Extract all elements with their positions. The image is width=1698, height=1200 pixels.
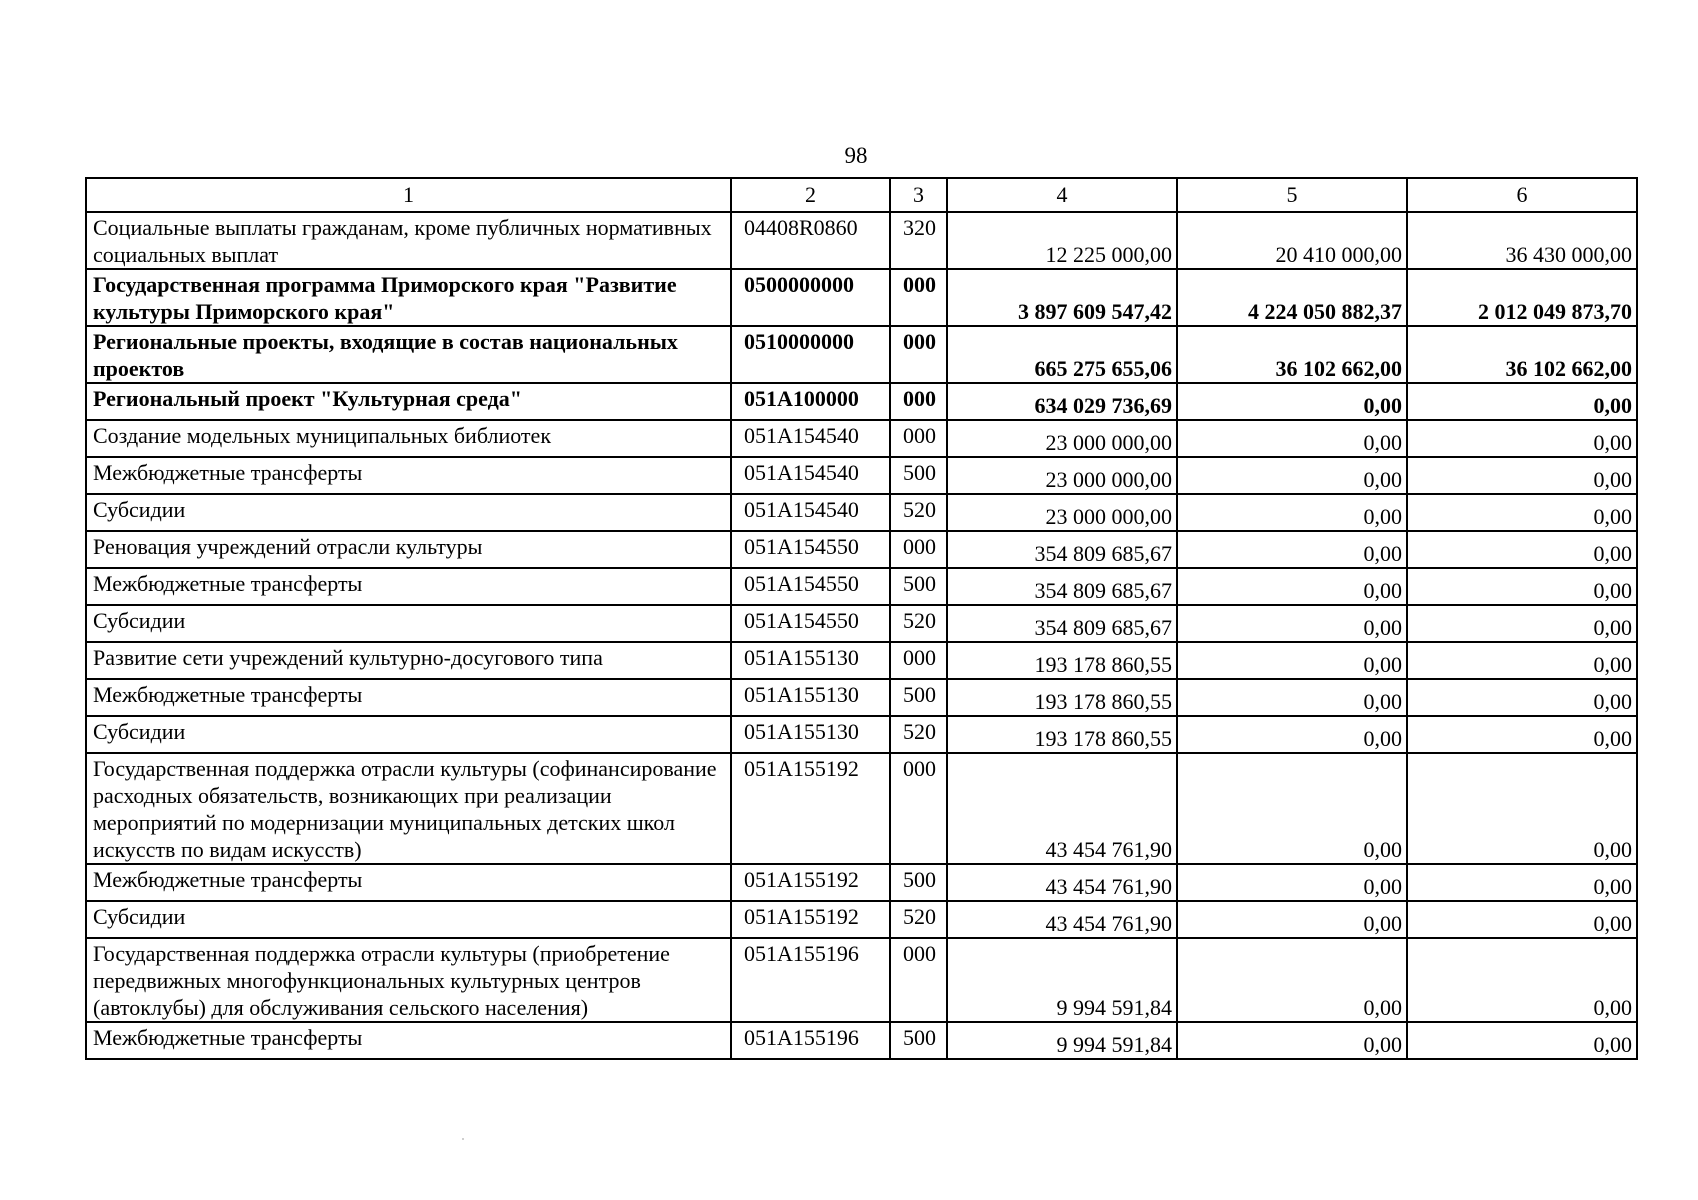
row-code-cell: 051A154550 [731, 531, 890, 568]
row-name-cell: Субсидии [86, 901, 731, 938]
row-type-cell: 500 [890, 568, 947, 605]
row-code-cell: 0500000000 [731, 269, 890, 326]
row-code-cell: 051A154540 [731, 420, 890, 457]
table-row [86, 1022, 1637, 1059]
row-name-cell: Создание модельных муниципальных библиотек [86, 420, 731, 457]
row-type-cell: 000 [890, 326, 947, 383]
row-value-col4: 23 000 000,00 [947, 420, 1177, 457]
row-value-col6: 0,00 [1407, 383, 1637, 420]
row-code-cell: 051A154550 [731, 605, 890, 642]
row-name-cell: Межбюджетные трансферты [86, 568, 731, 605]
row-value-col6: 2 012 049 873,70 [1407, 269, 1637, 326]
row-value-col5: 0,00 [1177, 568, 1407, 605]
row-type-cell: 500 [890, 864, 947, 901]
table-body [86, 178, 1637, 1059]
row-type-cell: 000 [890, 753, 947, 864]
row-code-cell: 051A155196 [731, 1022, 890, 1059]
table-row [86, 212, 1637, 269]
row-type-cell: 520 [890, 716, 947, 753]
row-value-col4: 23 000 000,00 [947, 494, 1177, 531]
row-value-col4: 354 809 685,67 [947, 605, 1177, 642]
table-row [86, 269, 1637, 326]
table-row [86, 864, 1637, 901]
row-value-col5: 0,00 [1177, 420, 1407, 457]
row-code-cell: 051A154550 [731, 568, 890, 605]
row-value-col4: 43 454 761,90 [947, 753, 1177, 864]
row-value-col6: 0,00 [1407, 568, 1637, 605]
row-code-cell: 051A155130 [731, 679, 890, 716]
row-code-cell: 051A155130 [731, 716, 890, 753]
row-type-cell: 000 [890, 383, 947, 420]
row-value-col4: 665 275 655,06 [947, 326, 1177, 383]
row-value-col6: 0,00 [1407, 753, 1637, 864]
row-type-cell: 000 [890, 642, 947, 679]
header-cell-6: 6 [1407, 178, 1637, 212]
row-name-cell: Субсидии [86, 494, 731, 531]
table-row [86, 383, 1637, 420]
row-type-cell: 500 [890, 1022, 947, 1059]
row-value-col5: 0,00 [1177, 938, 1407, 1022]
table-row [86, 531, 1637, 568]
table-row [86, 420, 1637, 457]
row-value-col5: 4 224 050 882,37 [1177, 269, 1407, 326]
header-cell-5: 5 [1177, 178, 1407, 212]
row-value-col5: 0,00 [1177, 642, 1407, 679]
row-value-col5: 0,00 [1177, 494, 1407, 531]
row-value-col5: 0,00 [1177, 679, 1407, 716]
row-type-cell: 500 [890, 679, 947, 716]
row-value-col5: 0,00 [1177, 605, 1407, 642]
row-value-col5: 0,00 [1177, 753, 1407, 864]
row-value-col6: 0,00 [1407, 605, 1637, 642]
row-type-cell: 320 [890, 212, 947, 269]
row-value-col4: 9 994 591,84 [947, 938, 1177, 1022]
row-value-col6: 0,00 [1407, 938, 1637, 1022]
row-code-cell: 051A155196 [731, 938, 890, 1022]
header-row [86, 178, 1637, 212]
table-row [86, 901, 1637, 938]
row-type-cell: 520 [890, 605, 947, 642]
row-value-col6: 0,00 [1407, 642, 1637, 679]
row-value-col5: 0,00 [1177, 901, 1407, 938]
row-value-col6: 36 102 662,00 [1407, 326, 1637, 383]
row-value-col5: 0,00 [1177, 864, 1407, 901]
row-name-cell: Межбюджетные трансферты [86, 679, 731, 716]
row-name-cell: Межбюджетные трансферты [86, 457, 731, 494]
row-code-cell: 051A100000 [731, 383, 890, 420]
row-name-cell: Региональный проект "Культурная среда" [86, 383, 731, 420]
row-value-col5: 0,00 [1177, 383, 1407, 420]
row-value-col6: 0,00 [1407, 716, 1637, 753]
row-name-cell: Государственная программа Приморского края "Развитие культуры Приморского края" [86, 269, 731, 326]
row-value-col6: 0,00 [1407, 531, 1637, 568]
row-value-col5: 0,00 [1177, 1022, 1407, 1059]
row-code-cell: 051A154540 [731, 494, 890, 531]
row-value-col5: 0,00 [1177, 716, 1407, 753]
table-row [86, 679, 1637, 716]
row-name-cell: Субсидии [86, 605, 731, 642]
row-value-col4: 43 454 761,90 [947, 901, 1177, 938]
header-cell-4: 4 [947, 178, 1177, 212]
row-name-cell: Субсидии [86, 716, 731, 753]
row-name-cell: Межбюджетные трансферты [86, 864, 731, 901]
row-value-col4: 634 029 736,69 [947, 383, 1177, 420]
table-row [86, 494, 1637, 531]
row-value-col6: 0,00 [1407, 1022, 1637, 1059]
row-type-cell: 520 [890, 494, 947, 531]
row-type-cell: 500 [890, 457, 947, 494]
row-value-col5: 0,00 [1177, 531, 1407, 568]
row-name-cell: Межбюджетные трансферты [86, 1022, 731, 1059]
row-type-cell: 000 [890, 938, 947, 1022]
row-name-cell: Реновация учреждений отрасли культуры [86, 531, 731, 568]
row-code-cell: 051A155192 [731, 753, 890, 864]
row-value-col4: 3 897 609 547,42 [947, 269, 1177, 326]
row-value-col4: 43 454 761,90 [947, 864, 1177, 901]
row-value-col4: 23 000 000,00 [947, 457, 1177, 494]
row-value-col6: 0,00 [1407, 494, 1637, 531]
table-row [86, 642, 1637, 679]
table-row [86, 716, 1637, 753]
page-number: 98 [844, 143, 868, 168]
header-cell-2: 2 [731, 178, 890, 212]
row-type-cell: 000 [890, 269, 947, 326]
table-row [86, 457, 1637, 494]
row-type-cell: 000 [890, 531, 947, 568]
row-value-col4: 193 178 860,55 [947, 716, 1177, 753]
row-value-col5: 36 102 662,00 [1177, 326, 1407, 383]
row-code-cell: 04408R0860 [731, 212, 890, 269]
row-name-cell: Государственная поддержка отрасли культуры (софинансирование расходных обязательств, возникающих при реализации мероприятий по модернизации муниципальных детских школ искусств по видам искусств) [86, 753, 731, 864]
row-value-col4: 9 994 591,84 [947, 1022, 1177, 1059]
header-cell-3: 3 [890, 178, 947, 212]
table-row [86, 753, 1637, 864]
table-row [86, 326, 1637, 383]
row-name-cell: Развитие сети учреждений культурно-досугового типа [86, 642, 731, 679]
row-value-col6: 36 430 000,00 [1407, 212, 1637, 269]
row-value-col4: 354 809 685,67 [947, 531, 1177, 568]
row-value-col6: 0,00 [1407, 679, 1637, 716]
scan-dot [462, 1138, 464, 1140]
row-code-cell: 051A155192 [731, 901, 890, 938]
budget-table [85, 177, 1638, 1060]
table-row [86, 568, 1637, 605]
row-value-col6: 0,00 [1407, 457, 1637, 494]
row-type-cell: 000 [890, 420, 947, 457]
row-name-cell: Региональные проекты, входящие в состав национальных проектов [86, 326, 731, 383]
table-row [86, 605, 1637, 642]
row-name-cell: Социальные выплаты гражданам, кроме публичных нормативных социальных выплат [86, 212, 731, 269]
row-code-cell: 051A154540 [731, 457, 890, 494]
row-code-cell: 0510000000 [731, 326, 890, 383]
row-type-cell: 520 [890, 901, 947, 938]
row-value-col5: 20 410 000,00 [1177, 212, 1407, 269]
row-value-col6: 0,00 [1407, 901, 1637, 938]
row-value-col4: 12 225 000,00 [947, 212, 1177, 269]
row-value-col4: 193 178 860,55 [947, 642, 1177, 679]
header-cell-1: 1 [86, 178, 731, 212]
row-code-cell: 051A155192 [731, 864, 890, 901]
row-value-col4: 354 809 685,67 [947, 568, 1177, 605]
row-value-col6: 0,00 [1407, 420, 1637, 457]
row-value-col6: 0,00 [1407, 864, 1637, 901]
table-row [86, 938, 1637, 1022]
row-code-cell: 051A155130 [731, 642, 890, 679]
row-value-col5: 0,00 [1177, 457, 1407, 494]
row-name-cell: Государственная поддержка отрасли культуры (приобретение передвижных многофункциональных культурных центров (автоклубы) для обслуживания сельского населения) [86, 938, 731, 1022]
row-value-col4: 193 178 860,55 [947, 679, 1177, 716]
